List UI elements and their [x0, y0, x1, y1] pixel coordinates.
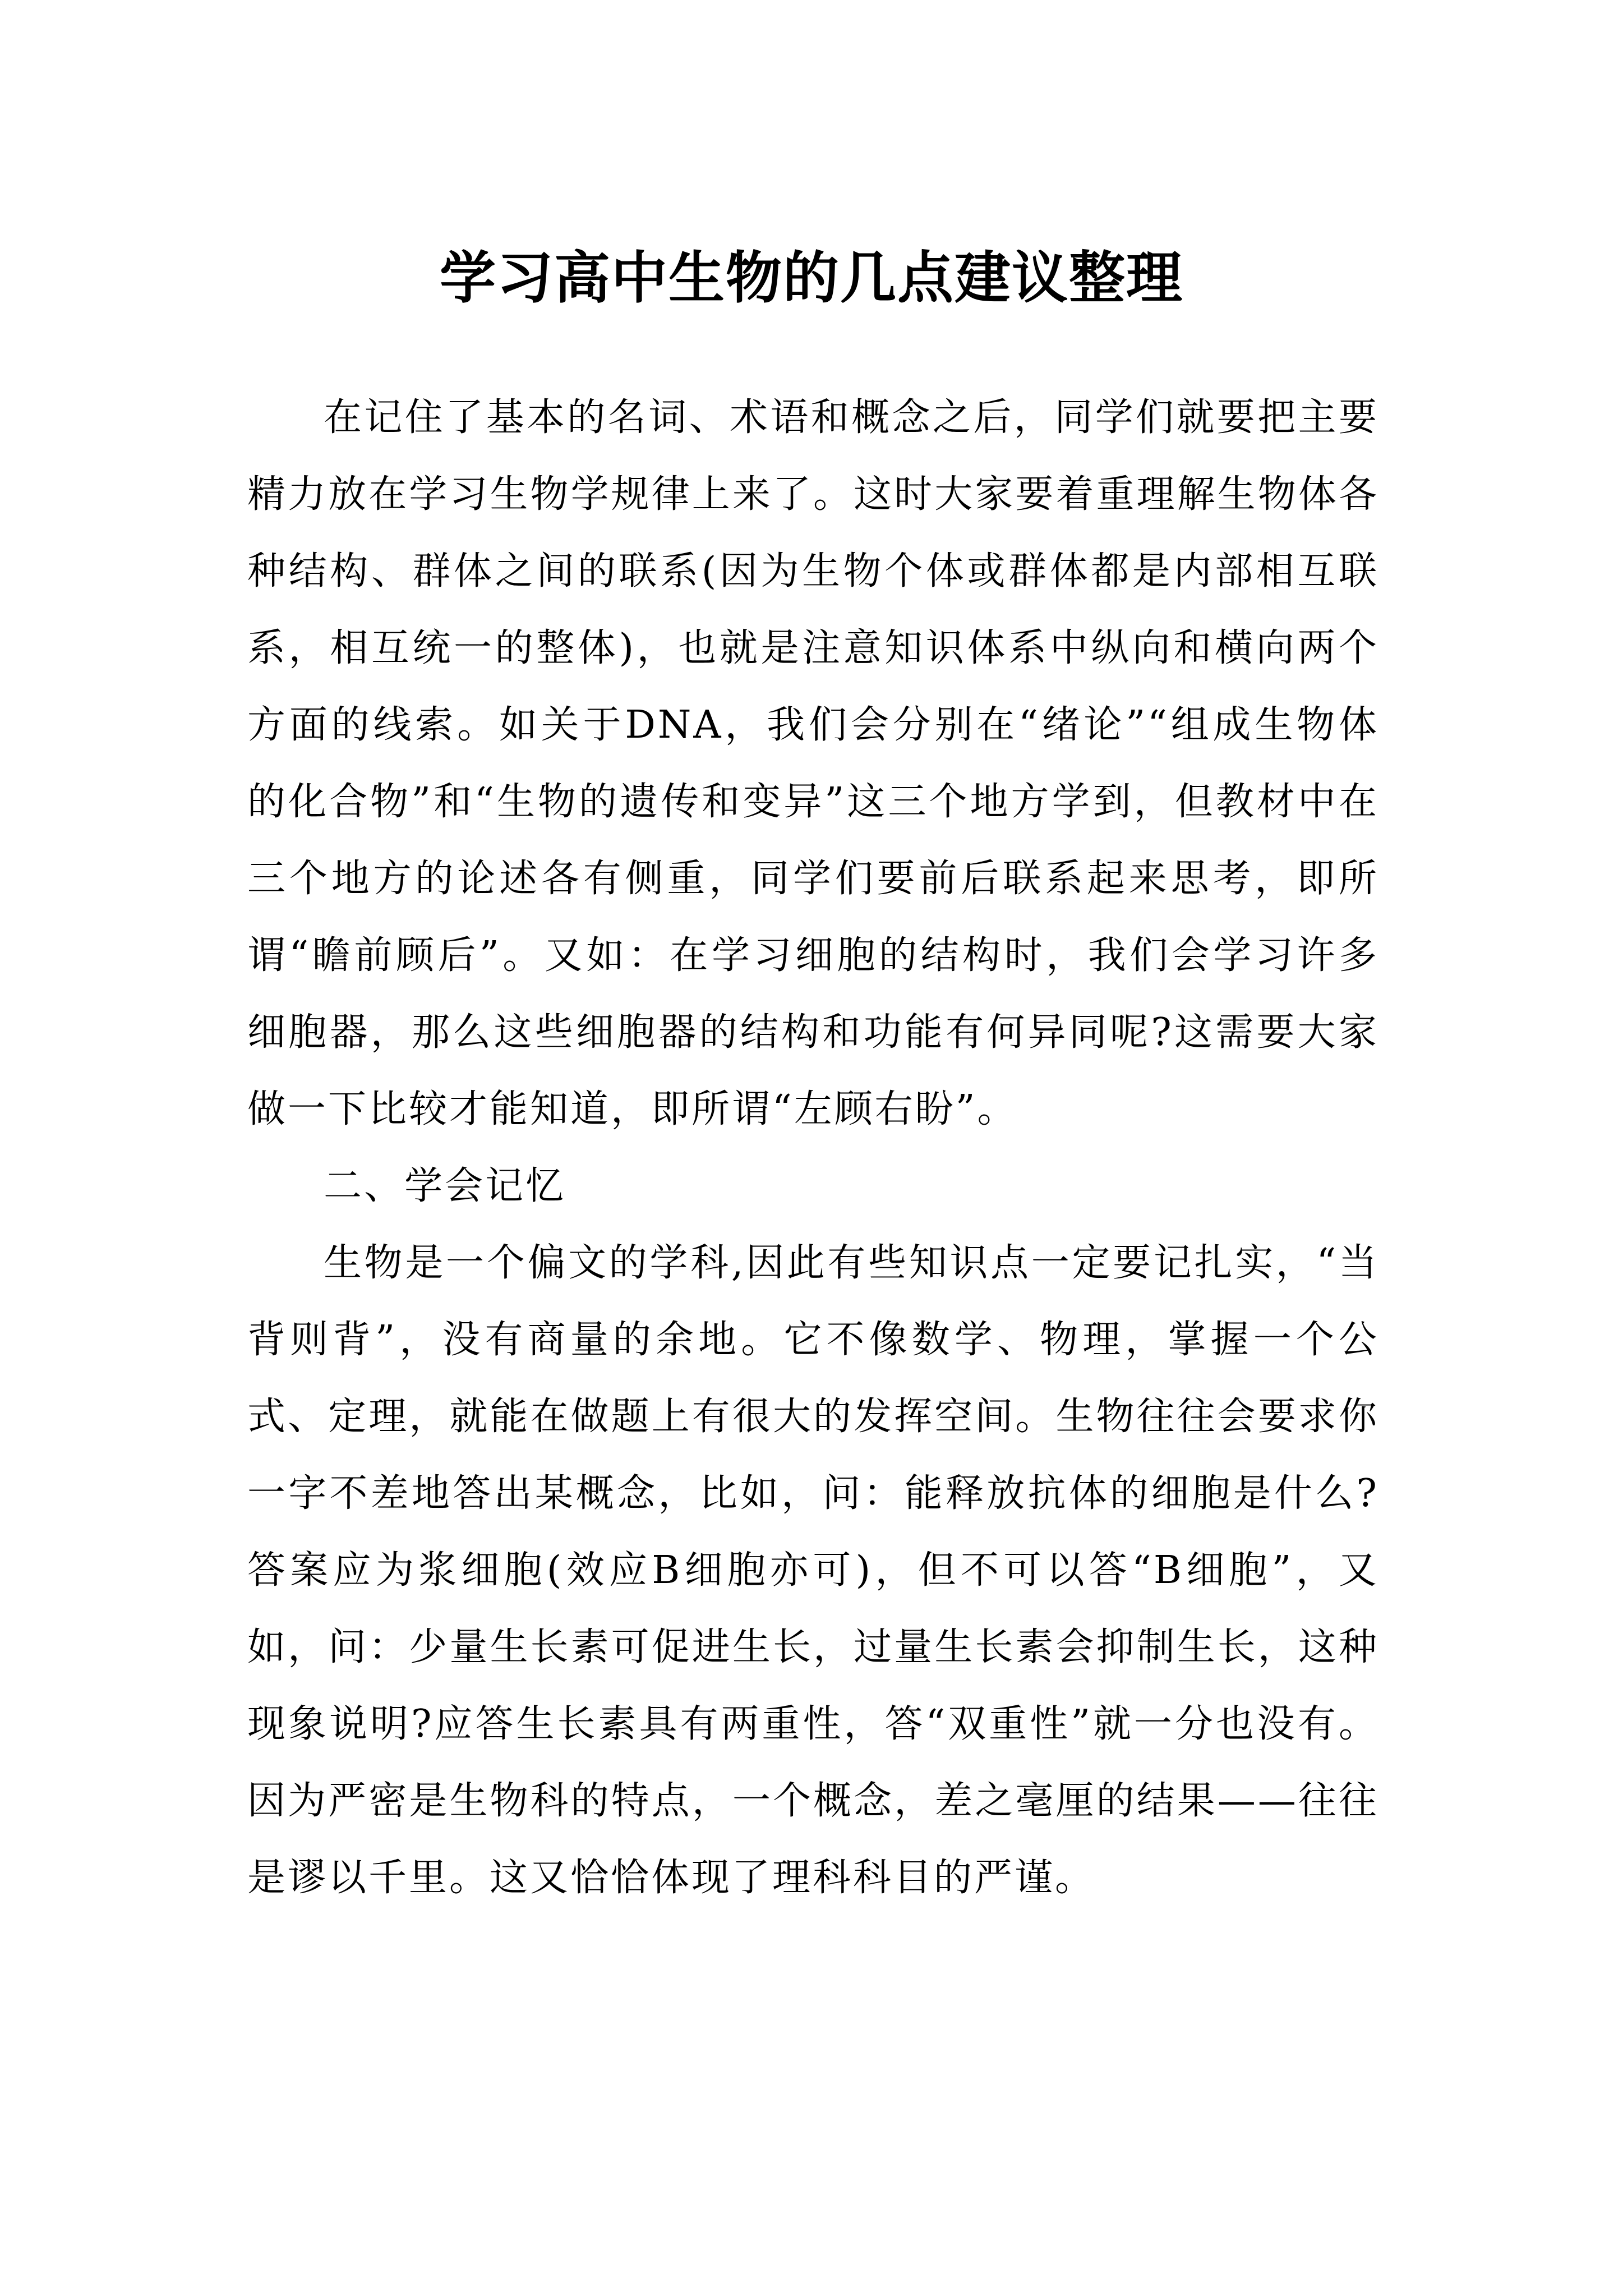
document-body — [247, 379, 1379, 1916]
section-heading: 二、学会记忆 — [324, 1164, 566, 1208]
paragraph-1: 在记住了基本的名词、术语和概念之后，同学们就要把主要精力放在学习生物学规律上来了。这时大家要着重理解生物体各种结构、群体之间的联系(因为生物个体或群体都是内部相互联系，相互统一的整体)，也就是注意知识体系中纵向和横向两个方面的线索。如关于DNA，我们会分别在“绪论”“组成生物体的化合物”和“生物的遗传和变异”这三个地方学到，但教材中在三个地方的论述各有侧重，同学们要前后联系起来思考，即所谓“瞻前顾后”。又如：在学习细胞的结构时，我们会学习许多细胞器，那么这些细胞器的结构和功能有何异同呢?这需要大家做一下比较才能知道，即所谓“左顾右盼”。 — [247, 395, 1380, 1131]
paragraph-2: 生物是一个偏文的学科,因此有些知识点一定要记扎实，“当背则背”，没有商量的余地。它不像数学、物理，掌握一个公式、定理，就能在做题上有很大的发挥空间。生物往往会要求你一字不差地答出某概念，比如，问：能释放抗体的细胞是什么?答案应为浆细胞(效应B细胞亦可)，但不可以答“B细胞”，又如，问：少量生长素可促进生长，过量生长素会抑制生长，这种现象说明?应答生长素具有两重性，答“双重性”就一分也没有。因为严密是生物科的特点，一个概念，差之毫厘的结果——往往是谬以千里。这又恰恰体现了理科科目的严谨。 — [247, 1241, 1379, 1900]
document-title: 学习高中生物的几点建议整理 — [440, 245, 1183, 311]
